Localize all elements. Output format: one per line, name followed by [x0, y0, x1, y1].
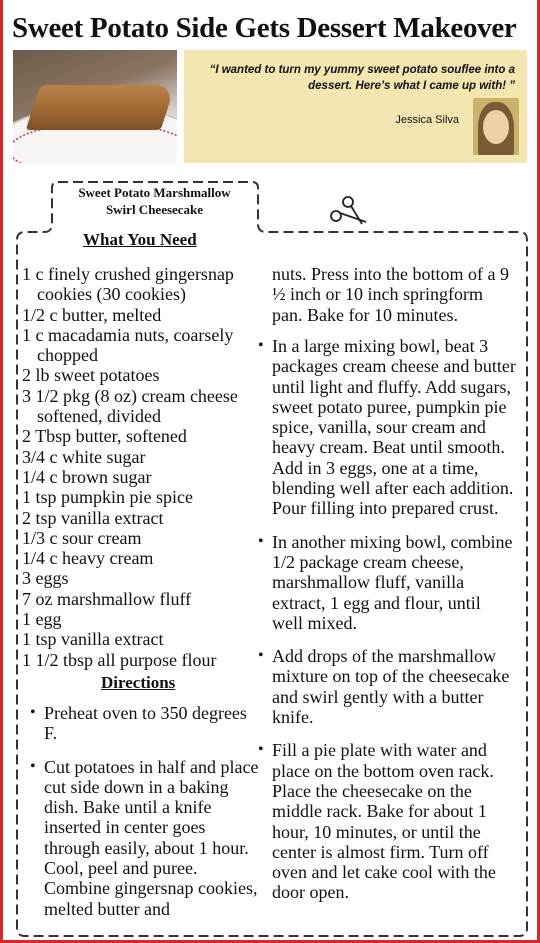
author-name: Jessica Silva	[395, 114, 459, 126]
recipe-title	[52, 184, 257, 218]
direction-step: • Fill a pie plate with water and place on the bottom oven rack. Place the cheesecake on the middle rack. Bake for about 1 hour, 10 minutes, or until the center is almost firm. Turn off oven and let cake cool with the door open.	[258, 740, 516, 902]
ingredient-item: 1 1/2 tbsp all purpose flour	[22, 649, 217, 670]
direction-continuation: nuts. Press into the bottom of a 9 ½ inch or 10 inch springform pan. Bake for 10 minutes.	[272, 264, 509, 325]
ingredient-item: 2 tsp vanilla extract	[22, 507, 164, 528]
ingredient-item: 7 oz marshmallow fluff	[22, 588, 192, 609]
direction-step: • Add drops of the marshmallow mixture on top of the cheesecake and swirl gently with a butter knife.	[258, 646, 516, 727]
ingredient-item: 1 tsp pumpkin pie spice	[22, 487, 193, 508]
ingredient-item: 1 c macadamia nuts, coarsely chopped	[22, 324, 234, 366]
scissors-icon	[328, 194, 368, 226]
ingredient-item: 1/2 c butter, melted	[22, 304, 162, 325]
ingredient-item: 1/4 c heavy cream	[22, 548, 154, 569]
directions-heading: Directions	[101, 673, 176, 692]
ingredient-item: 1/4 c brown sugar	[22, 466, 152, 487]
direction-step: • In a large mixing bowl, beat 3 packages cream cheese and butter until light and fluffy. Add sugars, sweet potato puree, pumpkin pie spice, vanilla, sour cream and heavy cream. Beat until smooth. Add in 3 eggs, one at a time, blending well after each addition. Pour filling into prepared crust.	[258, 336, 516, 519]
quote-text: “I wanted to turn my yummy sweet potato souflee into a dessert. Here’s what I came up with! ”	[209, 64, 515, 92]
ingredient-item: 1 c finely crushed gingersnap cookies (30 cookies)	[22, 264, 234, 305]
directions-list-right	[258, 336, 516, 916]
ingredient-item: 2 lb sweet potatoes	[22, 365, 160, 386]
recipe-title-line2: Swirl Cheesecake	[105, 202, 204, 217]
headline: Sweet Potato Side Gets Dessert Makeover	[12, 12, 517, 44]
direction-step: • Cut potatoes in half and place cut side down in a baking dish. Bake until a knife inserted in center goes through easily, about 1 hour. Cool, peel and puree. Combine gingersnap cookies, melted butter and	[30, 757, 262, 919]
ingredient-item: 3 eggs	[22, 568, 69, 589]
ingredients-heading: What You Need	[83, 230, 197, 249]
direction-step: • Preheat oven to 350 degrees F.	[30, 703, 262, 744]
ingredient-item: 1 egg	[22, 609, 62, 630]
ingredient-item: 3 1/2 pkg (8 oz) cream cheese softened, divided	[22, 385, 238, 427]
ingredient-item: 3/4 c white sugar	[22, 446, 146, 467]
ingredient-item: 1/3 c sour cream	[22, 527, 142, 548]
directions-list-left	[30, 703, 262, 932]
direction-step: • In another mixing bowl, combine 1/2 package cream cheese, marshmallow fluff, vanilla extract, 1 egg and flour, until well mixed.	[258, 532, 516, 633]
ingredients-list	[22, 264, 267, 670]
ingredient-item: 1 tsp vanilla extract	[22, 629, 164, 650]
ingredient-item: 2 Tbsp butter, softened	[22, 426, 187, 447]
recipe-title-line1: Sweet Potato Marshmallow	[78, 185, 231, 200]
